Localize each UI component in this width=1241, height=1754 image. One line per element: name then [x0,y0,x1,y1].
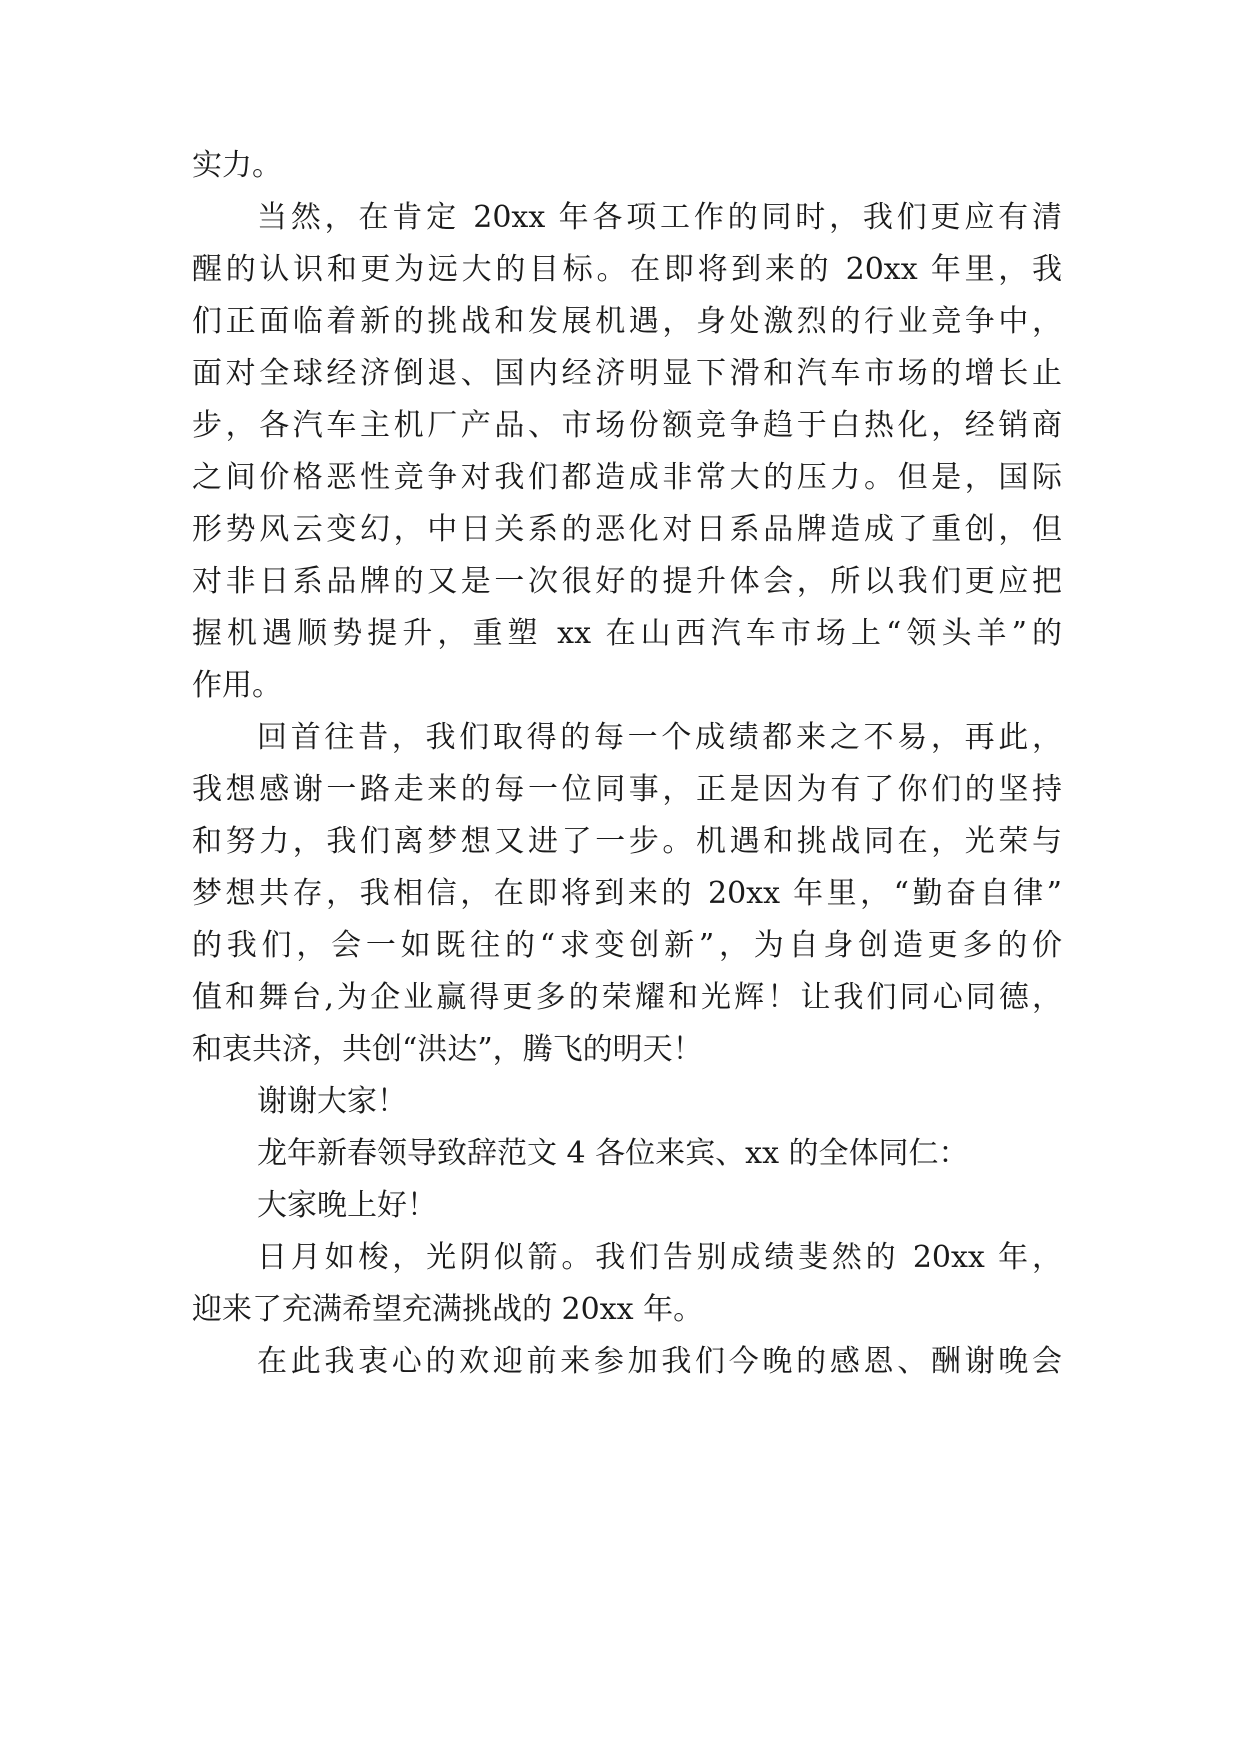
text-line: 面对全球经济倒退、国内经济明显下滑和汽车市场的增长止 [192,356,1062,391]
text-line: 对非日系品牌的又是一次很好的提升体会，所以我们更应把 [192,564,1062,599]
text-line: 的我们，会一如既往的“求变创新”，为自身创造更多的价 [192,928,1062,963]
text-line: 我想感谢一路走来的每一位同事，正是因为有了你们的坚持 [192,772,1062,807]
text-line: 日月如梭，光阴似箭。我们告别成绩斐然的 20xx 年， [257,1240,1062,1275]
text-line: 形势风云变幻，中日关系的恶化对日系品牌造成了重创，但 [192,512,1062,547]
text-line: 们正面临着新的挑战和发展机遇，身处激烈的行业竞争中， [192,304,1062,339]
text-line: 在此我衷心的欢迎前来参加我们今晚的感恩、酬谢晚会 [257,1344,1062,1379]
text-line: 谢谢大家！ [257,1084,407,1119]
text-line: 之间价格恶性竞争对我们都造成非常大的压力。但是，国际 [192,460,1062,495]
text-line: 大家晚上好！ [257,1188,437,1223]
text-line: 握机遇顺势提升，重塑 xx 在山西汽车市场上“领头羊”的 [192,616,1062,651]
text-line: 值和舞台,为企业赢得更多的荣耀和光辉！让我们同心同德， [192,980,1062,1015]
text-line: 实力。 [192,148,282,183]
text-line: 步，各汽车主机厂产品、市场份额竞争趋于白热化，经销商 [192,408,1062,443]
text-line: 迎来了充满希望充满挑战的 20xx 年。 [192,1292,704,1327]
text-line: 作用。 [192,668,282,703]
text-line: 梦想共存，我相信，在即将到来的 20xx 年里，“勤奋自律” [192,876,1062,911]
text-line: 回首往昔，我们取得的每一个成绩都来之不易，再此， [257,720,1062,755]
text-line: 龙年新春领导致辞范文 4 各位来宾、xx 的全体同仁： [257,1136,969,1171]
text-line: 当然，在肯定 20xx 年各项工作的同时，我们更应有清 [257,200,1062,235]
text-line: 和衷共济，共创“洪达”，腾飞的明天！ [192,1032,703,1067]
text-line: 和努力，我们离梦想又进了一步。机遇和挑战同在，光荣与 [192,824,1062,859]
text-line: 醒的认识和更为远大的目标。在即将到来的 20xx 年里，我 [192,252,1062,287]
